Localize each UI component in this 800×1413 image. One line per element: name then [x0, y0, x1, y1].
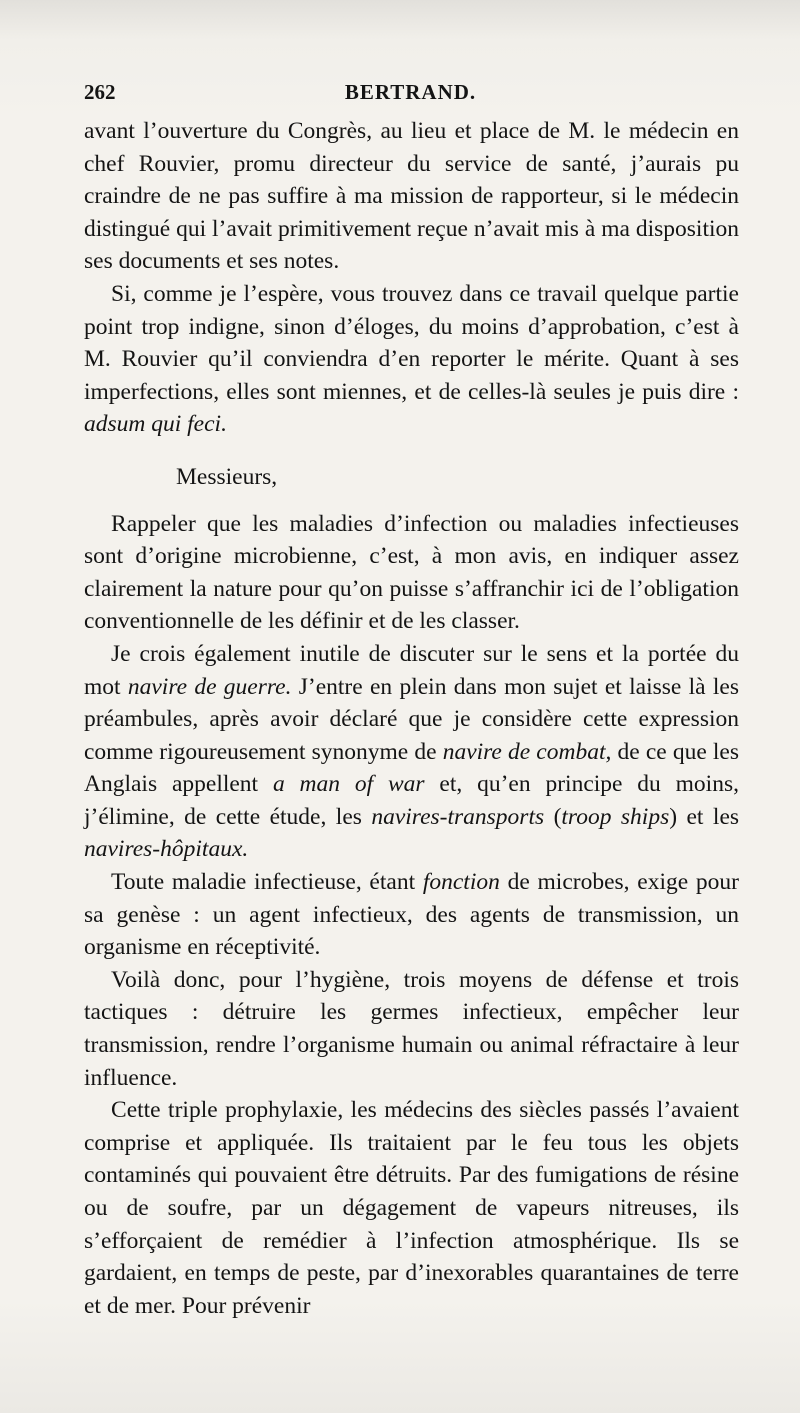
paragraph-4	[84, 638, 739, 866]
text-run: Toute maladie infectieuse, étant	[111, 869, 423, 896]
text-run: et, qu’en principe du moins, j’élimine, de cette étude, les	[84, 771, 739, 830]
text-run: (	[544, 803, 562, 830]
italic-term: navires-hôpitaux.	[84, 836, 249, 863]
paragraph-6: Voilà donc, pour l’hygiène, trois moyens de défense et trois tactiques : détruire les germes infectieux, empêcher leur transmission, rendre l’organisme humain ou animal réfractaire à leur influence.	[84, 966, 739, 1091]
italic-term: navires-transports	[371, 803, 545, 830]
page-number: 262	[84, 80, 116, 104]
paragraph-2	[84, 278, 739, 441]
paragraph-5	[84, 866, 739, 964]
paragraph-1: avant l’ouverture du Congrès, au lieu et place de M. le médecin en chef Rouvier, promu directeur du service de santé, j’aurais pu craindre de ne pas suffire à ma mission de rapporteur, si le médecin distingué qui l’avait primitivement reçue n’avait mis à ma disposition ses documents et ses notes.	[84, 118, 739, 275]
text-run: Je crois également inutile de discuter sur le sens et la portée du mot	[84, 640, 739, 700]
latin-quote: adsum qui feci.	[84, 411, 227, 438]
paragraph-3: Rappeler que les maladies d’infection ou maladies infectieuses sont d’origine microbienne, c’est, à mon avis, en indiquer assez clairement la nature pour qu’on puisse s’affranchir ici de l’obligation conventionnelle de les définir et de les classer.	[84, 510, 739, 635]
italic-term: fonction	[422, 869, 500, 896]
paragraph-2-text: Si, comme je l’espère, vous trouvez dans ce travail quelque partie point trop indigne, sinon d’éloges, du moins d’approbation, c’est à M. Rouvier qu’il conviendra d’en reporter le mérite. Quant à ses imperfections, elles sont miennes, et de celles-là seules je puis dire :	[84, 280, 739, 405]
salutation: Messieurs,	[176, 463, 278, 490]
text-run: de microbes, exige pour sa genèse : un agent infectieux, des agents de transmission, un organisme en réceptivité.	[84, 869, 739, 961]
text-run: de ce que les Anglais appellent	[84, 738, 740, 798]
italic-term: navire de combat,	[442, 738, 612, 765]
italic-term: troop ships	[561, 803, 670, 830]
text-run: ) et les	[669, 803, 740, 830]
italic-term: a man of war	[272, 771, 425, 798]
page-header	[84, 80, 737, 110]
paragraph-7: Cette triple prophylaxie, les médecins des siècles passés l’avaient comprise et appliquée. Ils traitaient par le feu tous les objets contaminés qui pouvaient être détruits. Par des fumigations de résine ou de soufre, par un dégagement de vapeurs nitreuses, ils s’efforçaient de remédier à l’infection atmosphérique. Ils se gardaient, en temps de peste, par d’inexorables quarantaines de terre et de mer. Pour prévenir	[84, 1097, 739, 1319]
running-head: BERTRAND.	[344, 80, 477, 104]
italic-term: navire de guerre.	[127, 673, 292, 700]
body-text	[84, 115, 739, 1322]
text-run: J’entre en plein dans mon sujet et laisse là les préambules, après avoir déclaré que je considère cette expression comme rigoureusement synonyme de	[84, 673, 739, 765]
